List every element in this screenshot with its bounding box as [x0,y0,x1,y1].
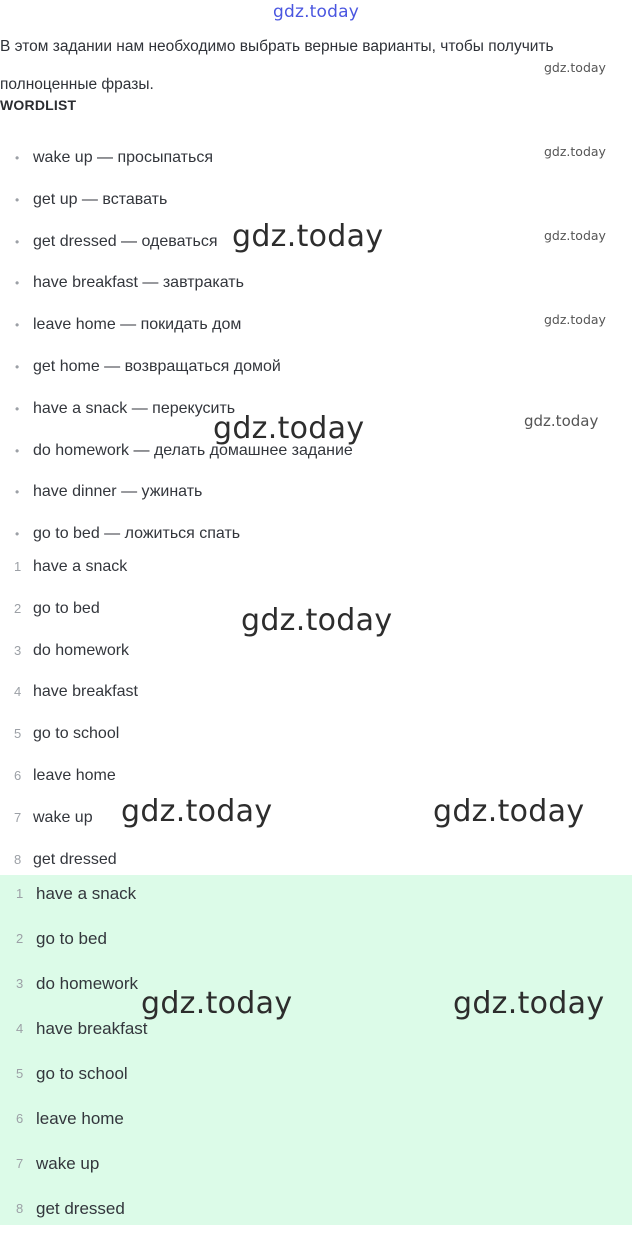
wordlist-item-text: get home — возвращаться домой [33,357,281,375]
wordlist-item [0,305,632,347]
wordlist-item-text: have dinner — ужинать [33,483,203,501]
answer-number: 8 [14,851,22,867]
answer-number: 1 [16,886,24,901]
answer-text: wake up [33,808,93,826]
answer-text: do homework [33,641,130,659]
watermark: gdz.today [232,219,384,254]
answer-text: have a snack [36,884,137,903]
watermark: gdz.today [544,312,606,327]
answer-text: do homework [36,974,139,993]
wordlist-item [0,222,632,264]
wordlist-item-text: have breakfast — завтракать [33,274,244,292]
answer-number: 4 [16,1021,24,1036]
watermark: gdz.today [213,411,365,446]
watermark: gdz.today [433,794,585,829]
answer-item [0,631,632,673]
answer-text: have a snack [33,558,128,575]
answer-number: 5 [16,1066,24,1081]
answer-number: 3 [14,642,22,658]
bullet-icon: • [15,527,20,542]
wordlist-item-text: do homework — делать домашнее задание [33,441,353,459]
wordlist [0,138,632,556]
wordlist-item-text: get dressed — одеваться [33,232,218,250]
watermark: gdz.today [121,794,273,829]
highlighted-answer-item [0,1010,632,1055]
answer-number: 7 [16,1156,24,1171]
answer-number: 6 [16,1111,24,1126]
answer-text: go to bed [33,599,100,617]
wordlist-item [0,180,632,222]
highlighted-answer-item [0,1145,632,1190]
wordlist-item-text: leave home — покидать дом [33,316,242,334]
bullet-icon: • [15,151,20,165]
answer-number: 1 [14,559,22,574]
watermark: gdz.today [544,228,606,243]
watermark: gdz.today [141,986,293,1021]
answer-text: have breakfast [36,1019,148,1038]
wordlist-item [0,263,632,305]
highlighted-answer-item [0,1100,632,1145]
answer-text: go to school [36,1064,128,1083]
wordlist-item [0,138,632,180]
answer-item [0,798,632,840]
answer-number: 2 [14,600,22,616]
answer-text: wake up [36,1154,100,1173]
intro-text: В этом задании нам необходимо выбрать верные варианты, чтобы получить полноценные фразы. [0,38,554,93]
answer-text: get dressed [36,1199,125,1218]
answer-number: 3 [16,976,24,991]
bullet-icon: • [15,485,20,500]
watermark: gdz.today [524,412,599,430]
bullet-icon: • [15,276,20,291]
watermark: gdz.today [544,60,606,75]
highlighted-answer-list [0,875,632,1235]
wordlist-heading: WORDLIST [0,97,77,113]
answer-item [0,672,632,714]
bullet-icon: • [15,401,20,416]
answer-number: 4 [14,684,22,700]
answer-text: get dressed [33,850,117,868]
highlighted-answer-item [0,1190,632,1235]
site-logo[interactable]: gdz.today [272,2,360,22]
highlighted-answer-item [0,875,632,920]
answer-list [0,547,632,881]
answer-text: go to school [33,725,120,743]
watermark: gdz.today [544,144,606,159]
answer-item [0,547,632,589]
highlighted-answer-item [0,920,632,965]
bullet-icon: • [15,234,20,249]
wordlist-item-text: have a snack — перекусить [33,399,236,417]
highlighted-answer-item [0,1055,632,1100]
wordlist-item [0,472,632,514]
bullet-icon: • [15,359,20,374]
wordlist-item [0,347,632,389]
answer-text: leave home [36,1109,124,1128]
answer-number: 7 [14,809,22,825]
answer-text: leave home [33,766,116,784]
bullet-icon: • [15,318,20,333]
wordlist-item-text: go to bed — ложиться спать [33,525,241,543]
answer-item [0,714,632,756]
answer-item [0,589,632,631]
highlighted-answer-item [0,965,632,1010]
answer-item [0,756,632,798]
wordlist-item-text: wake up — просыпаться [33,149,213,166]
wordlist-item [0,389,632,431]
answer-number: 8 [16,1201,24,1216]
wordlist-item [0,431,632,473]
answer-text: go to bed [36,929,107,948]
watermark: gdz.today [241,603,393,638]
bullet-icon: • [15,443,20,458]
answer-text: have breakfast [33,683,138,701]
wordlist-item-text: get up — вставать [33,190,168,208]
answer-number: 5 [14,726,22,742]
answer-number: 2 [16,931,24,946]
bullet-icon: • [15,192,20,207]
answer-number: 6 [14,767,22,783]
watermark: gdz.today [453,986,605,1021]
